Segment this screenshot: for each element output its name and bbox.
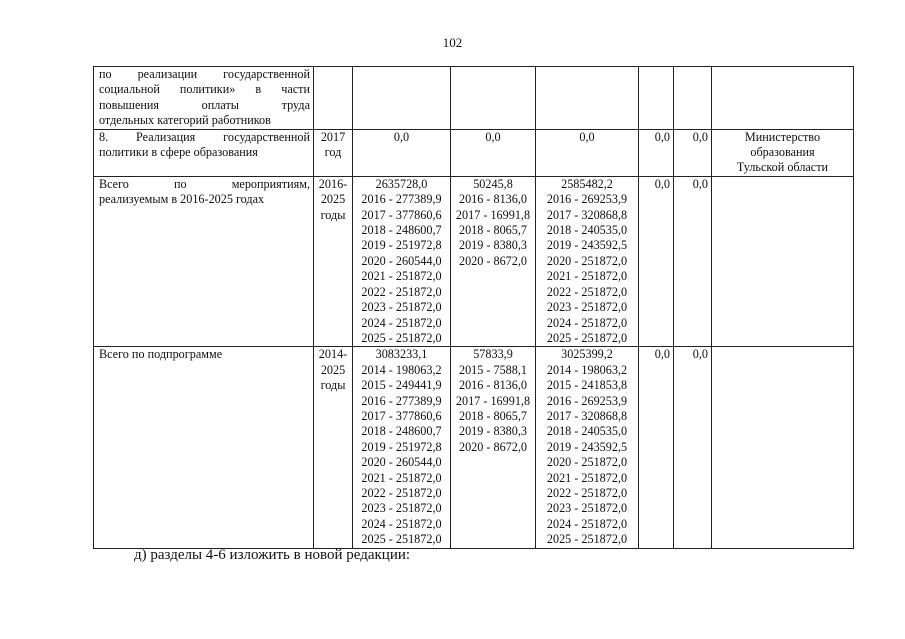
regional-amount-cell: 0,0 [536,129,639,176]
federal-amount-cell: 50245,8 2016 - 8136,0 2017 - 16991,8 2018 - 8065,7 2019 - 8380,3 2020 - 8672,0 [451,176,536,346]
period-cell [314,67,353,130]
period-cell: 2016- 2025 годы [314,176,353,346]
table-row [94,176,854,346]
col7-cell: 0,0 [674,176,712,346]
regional-amount-cell: 3025399,2 2014 - 198063,2 2015 - 241853,8 2016 - 269253,9 2017 - 320868,8 2018 - 240535,0 2019 - 243592,5 2020 - 251872,0 2021 - 251872,0 2022 - 251872,0 2023 - 251872,0 2024 - 251872,0 2025 - 251872,0 [536,347,639,548]
responsible-cell [712,347,854,548]
total-amount-cell: 0,0 [353,129,451,176]
col7-cell: 0,0 [674,129,712,176]
responsible-cell: Министерство образования Тульской области [712,129,854,176]
table-row [94,347,854,548]
responsible-cell [712,67,854,130]
federal-amount-cell [451,67,536,130]
regional-amount-cell [536,67,639,130]
total-amount-cell: 3083233,1 2014 - 198063,2 2015 - 249441,9 2016 - 277389,9 2017 - 377860,6 2018 - 248600,7 2019 - 251972,8 2020 - 260544,0 2021 - 251872,0 2022 - 251872,0 2023 - 251872,0 2024 - 251872,0 2025 - 251872,0 [353,347,451,548]
row-description: по реализации государственной социальной политики» в части повышения оплаты труда отдельных категорий работников [94,67,314,130]
col7-cell [674,67,712,130]
row-description: Всего по подпрограмме [94,347,314,548]
federal-amount-cell: 57833,9 2015 - 7588,1 2016 - 8136,0 2017 - 16991,8 2018 - 8065,7 2019 - 8380,3 2020 - 8672,0 [451,347,536,548]
period-cell: 2014- 2025 годы [314,347,353,548]
section-instruction: д) разделы 4-6 изложить в новой редакции: [134,547,411,563]
total-amount-cell: 2635728,0 2016 - 277389,9 2017 - 377860,6 2018 - 248600,7 2019 - 251972,8 2020 - 260544,0 2021 - 251872,0 2022 - 251872,0 2023 - 251872,0 2024 - 251872,0 2025 - 251872,0 [353,176,451,346]
period-cell: 2017 год [314,129,353,176]
table-row [94,129,854,176]
page-number: 102 [442,35,463,50]
col6-cell: 0,0 [639,347,674,548]
col6-cell: 0,0 [639,129,674,176]
col7-cell: 0,0 [674,347,712,548]
regional-amount-cell: 2585482,2 2016 - 269253,9 2017 - 320868,8 2018 - 240535,0 2019 - 243592,5 2020 - 251872,0 2021 - 251872,0 2022 - 251872,0 2023 - 251872,0 2024 - 251872,0 2025 - 251872,0 [536,176,639,346]
funding-table [93,66,854,549]
responsible-cell [712,176,854,346]
federal-amount-cell: 0,0 [451,129,536,176]
row-description: Всего по мероприятиям, реализуемым в 2016-2025 годах [94,176,314,346]
col6-cell [639,67,674,130]
table-row [94,67,854,130]
total-amount-cell [353,67,451,130]
col6-cell: 0,0 [639,176,674,346]
row-description: 8. Реализация государственной политики в сфере образования [94,129,314,176]
